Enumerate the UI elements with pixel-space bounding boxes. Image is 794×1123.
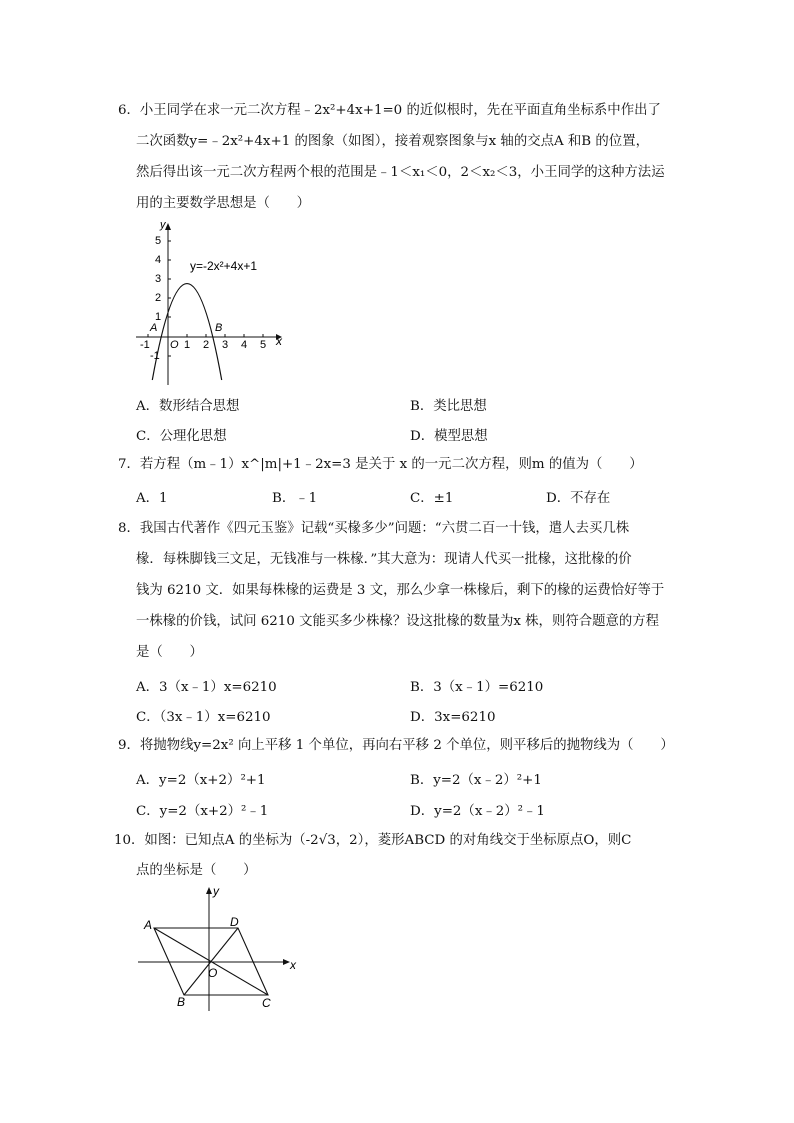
- q6-line-4: 用的主要数学思想是（ ）: [136, 196, 311, 211]
- q6-option-c[interactable]: C．公理化思想: [136, 429, 227, 444]
- point-a-label: A: [144, 918, 153, 932]
- x-tick-1: 1: [184, 339, 191, 351]
- q8-line-3: 钱为 6210 文．如果每株椽的运费是 3 文，那么少拿一株椽后，剩下的椽的运费恰好等于: [136, 583, 665, 598]
- q9-option-b[interactable]: B．y=2（x﹣2）²+1: [410, 773, 542, 788]
- y-tick-4: 4: [155, 254, 162, 266]
- point-d-label: D: [230, 915, 239, 929]
- q7-option-c[interactable]: C．±1: [410, 491, 454, 506]
- parabola-equation: y=-2x²+4x+1: [190, 259, 258, 273]
- q10-line-1: 10．如图：已知点A 的坐标为（-2√3，2），菱形ABCD 的对角线交于坐标原点O，则C: [114, 833, 632, 848]
- x-tick-4: 4: [241, 339, 248, 351]
- q10-line-2: 点的坐标是（ ）: [136, 863, 257, 878]
- q8-line-5: 是（ ）: [136, 645, 203, 660]
- x-axis-label: x: [276, 334, 282, 348]
- q9-option-c[interactable]: C．y=2（x+2）²﹣1: [136, 804, 269, 819]
- q8-line-2: 椽．每株脚钱三文足，无钱准与一株椽．”其大意为：现请人代买一批椽，这批椽的价: [136, 552, 632, 567]
- q8-option-b[interactable]: B．3（x﹣1）=6210: [410, 680, 544, 695]
- q9-option-d[interactable]: D．y=2（x﹣2）²﹣1: [410, 804, 545, 819]
- y-tick-3: 3: [155, 273, 162, 285]
- q7-line-1: 7．若方程（m﹣1）x^|m|+1﹣2x=3 是关于 x 的一元二次方程，则m 的值为（ ）: [118, 457, 643, 472]
- point-b-label: B: [215, 322, 223, 334]
- q6-line-3: 然后得出该一元二次方程两个根的范围是﹣1＜x₁＜0，2＜x₂＜3，小王同学的这种方法运: [136, 165, 665, 180]
- q7-option-b[interactable]: B．﹣1: [272, 491, 318, 506]
- x-tick-3: 3: [222, 339, 229, 351]
- parabola-curve: [152, 284, 221, 380]
- y-tick-2: 2: [155, 292, 162, 304]
- q6-option-a[interactable]: A．数形结合思想: [136, 399, 240, 414]
- q8-option-d[interactable]: D．3x=6210: [410, 710, 496, 725]
- rhombus-figure: [136, 883, 306, 1013]
- q8-line-4: 一株椽的价钱，试问 6210 文能买多少株椽？设这批椽的数量为x 株，则符合题意的方程: [136, 614, 660, 629]
- x-axis-label: x: [290, 958, 296, 972]
- y-axis-arrow: [206, 887, 212, 894]
- q7-option-a[interactable]: A．1: [136, 491, 168, 506]
- q8-option-a[interactable]: A．3（x﹣1）x=6210: [136, 680, 277, 695]
- q7-option-d[interactable]: D．不存在: [546, 491, 611, 506]
- y-axis-label: y: [160, 219, 166, 231]
- x-axis-arrow: [283, 959, 290, 965]
- y-axis-arrow: [165, 223, 171, 230]
- point-b-label: B: [177, 995, 186, 1009]
- x-tick-neg1: -1: [140, 339, 150, 351]
- x-tick-2: 2: [203, 339, 210, 351]
- q8-line-1: 8．我国古代著作《四元玉鉴》记载“买椽多少”问题：“六贯二百一十钱，遣人去买几株: [118, 521, 630, 536]
- point-a-label: A: [150, 322, 158, 334]
- q6-line-2: 二次函数y=﹣2x²+4x+1 的图象（如图），接着观察图象与x 轴的交点A 和B 的位置，: [136, 134, 649, 149]
- y-tick-5: 5: [155, 235, 162, 247]
- q9-line-1: 9．将抛物线y=2x² 向上平移 1 个单位，再向右平移 2 个单位，则平移后的抛物线为（ ）: [118, 738, 674, 753]
- q9-option-a[interactable]: A．y=2（x+2）²+1: [136, 773, 266, 788]
- q8-option-c[interactable]: C．（3x﹣1）x=6210: [136, 710, 271, 725]
- parabola-graph: [132, 215, 292, 387]
- q6-option-d[interactable]: D．模型思想: [410, 429, 488, 444]
- y-axis-label: y: [213, 884, 219, 898]
- origin-label: O: [170, 339, 179, 351]
- q6-line-1: 6．小王同学在求一元二次方程﹣2x²+4x+1=0 的近似根时，先在平面直角坐标系中作出了: [118, 103, 661, 118]
- origin-label: O: [208, 966, 218, 980]
- q6-option-b[interactable]: B．类比思想: [410, 399, 487, 414]
- point-c-label: C: [262, 996, 271, 1010]
- x-tick-5: 5: [260, 339, 267, 351]
- y-tick-1: 1: [155, 311, 162, 323]
- y-tick-neg1: -1: [150, 350, 160, 362]
